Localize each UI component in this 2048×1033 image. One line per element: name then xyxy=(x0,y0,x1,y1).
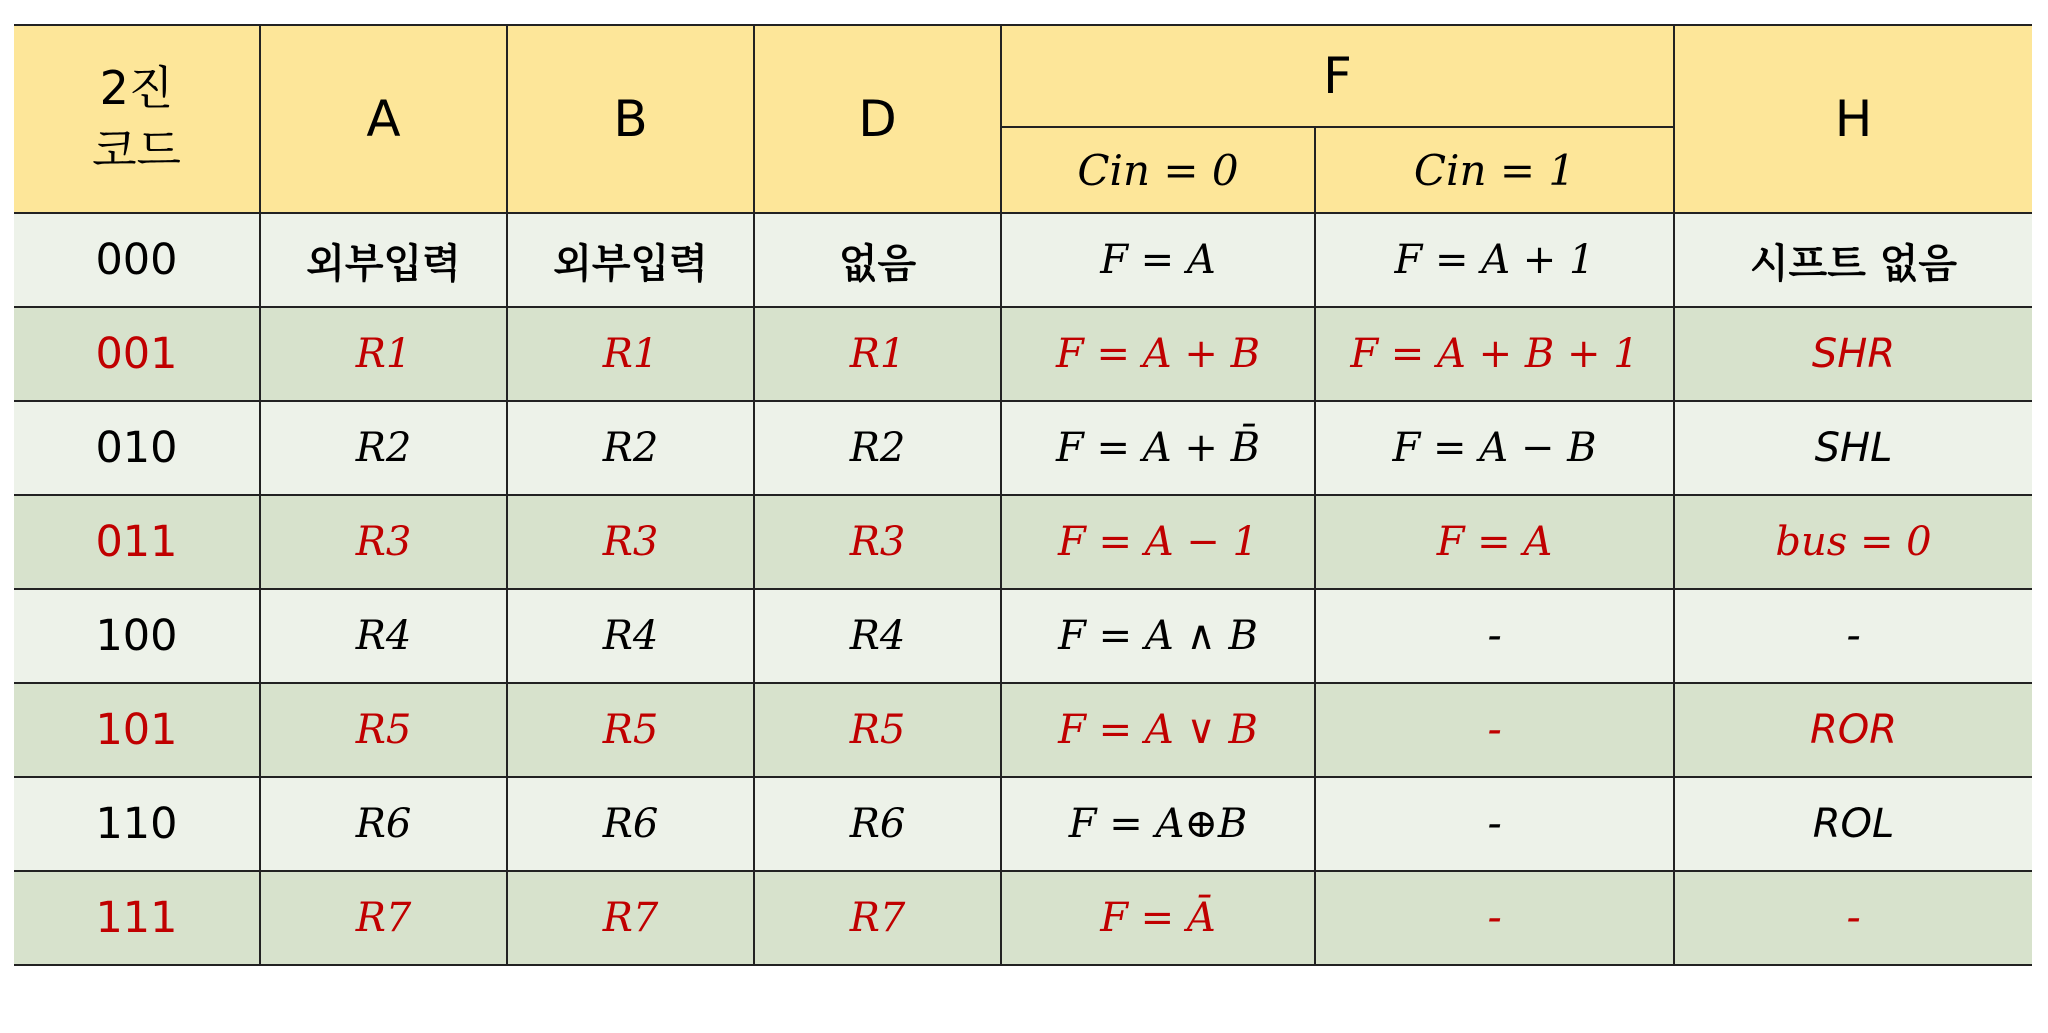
b-cell: R1 xyxy=(507,307,754,401)
a-cell: R1 xyxy=(260,307,507,401)
h-cell: 시프트 없음 xyxy=(1674,213,2032,307)
header-b: B xyxy=(507,25,754,213)
table-row xyxy=(14,871,2032,965)
f-cin0-cell: F = A + B xyxy=(1001,307,1315,401)
f-cin0-cell: F = A − 1 xyxy=(1001,495,1315,589)
f-cin0-cell: F = A ∨ B xyxy=(1001,683,1315,777)
table-row xyxy=(14,307,2032,401)
h-cell: - xyxy=(1674,871,2032,965)
binary-code-cell: 001 xyxy=(14,307,260,401)
d-cell: R4 xyxy=(754,589,1001,683)
table-row xyxy=(14,495,2032,589)
d-cell: R1 xyxy=(754,307,1001,401)
binary-code-cell: 100 xyxy=(14,589,260,683)
b-cell: R4 xyxy=(507,589,754,683)
table-row xyxy=(14,401,2032,495)
f-cin1-cell: - xyxy=(1315,871,1674,965)
b-cell: R2 xyxy=(507,401,754,495)
b-cell: R3 xyxy=(507,495,754,589)
a-cell: R7 xyxy=(260,871,507,965)
a-cell: R3 xyxy=(260,495,507,589)
d-cell: R3 xyxy=(754,495,1001,589)
h-cell: SHR xyxy=(1674,307,2032,401)
f-cin1-cell: - xyxy=(1315,777,1674,871)
table-row xyxy=(14,777,2032,871)
h-cell: SHL xyxy=(1674,401,2032,495)
binary-code-cell: 111 xyxy=(14,871,260,965)
f-cin1-cell: F = A − B xyxy=(1315,401,1674,495)
d-cell: R5 xyxy=(754,683,1001,777)
alu-control-table xyxy=(14,24,2032,966)
h-cell: bus = 0 xyxy=(1674,495,2032,589)
binary-code-cell: 011 xyxy=(14,495,260,589)
header-cin-0: Cin = 0 xyxy=(1001,127,1315,213)
binary-code-cell: 010 xyxy=(14,401,260,495)
d-cell: R2 xyxy=(754,401,1001,495)
a-cell: R2 xyxy=(260,401,507,495)
h-cell: ROR xyxy=(1674,683,2032,777)
f-cin0-cell: F = A⊕B xyxy=(1001,777,1315,871)
f-cin1-cell: F = A + 1 xyxy=(1315,213,1674,307)
a-cell: R5 xyxy=(260,683,507,777)
d-cell: R6 xyxy=(754,777,1001,871)
a-cell: R4 xyxy=(260,589,507,683)
f-cin1-cell: - xyxy=(1315,589,1674,683)
binary-code-cell: 000 xyxy=(14,213,260,307)
a-cell: 외부입력 xyxy=(260,213,507,307)
header-cin-1: Cin = 1 xyxy=(1315,127,1674,213)
binary-code-cell: 101 xyxy=(14,683,260,777)
f-cin1-cell: - xyxy=(1315,683,1674,777)
b-cell: R5 xyxy=(507,683,754,777)
table-row xyxy=(14,213,2032,307)
b-cell: R7 xyxy=(507,871,754,965)
header-f: F xyxy=(1001,25,1674,127)
header-binary-code: 2진 코드 xyxy=(14,25,260,213)
f-cin0-cell: F = Ā xyxy=(1001,871,1315,965)
f-cin1-cell: F = A + B + 1 xyxy=(1315,307,1674,401)
table-row xyxy=(14,683,2032,777)
a-cell: R6 xyxy=(260,777,507,871)
binary-code-cell: 110 xyxy=(14,777,260,871)
f-cin1-cell: F = A xyxy=(1315,495,1674,589)
f-cin0-cell: F = A xyxy=(1001,213,1315,307)
header-h: H xyxy=(1674,25,2032,213)
h-cell: ROL xyxy=(1674,777,2032,871)
d-cell: 없음 xyxy=(754,213,1001,307)
header-d: D xyxy=(754,25,1001,213)
f-cin0-cell: F = A ∧ B xyxy=(1001,589,1315,683)
f-cin0-cell: F = A + B̄ xyxy=(1001,401,1315,495)
table-row xyxy=(14,589,2032,683)
header-a: A xyxy=(260,25,507,213)
b-cell: R6 xyxy=(507,777,754,871)
b-cell: 외부입력 xyxy=(507,213,754,307)
d-cell: R7 xyxy=(754,871,1001,965)
h-cell: - xyxy=(1674,589,2032,683)
